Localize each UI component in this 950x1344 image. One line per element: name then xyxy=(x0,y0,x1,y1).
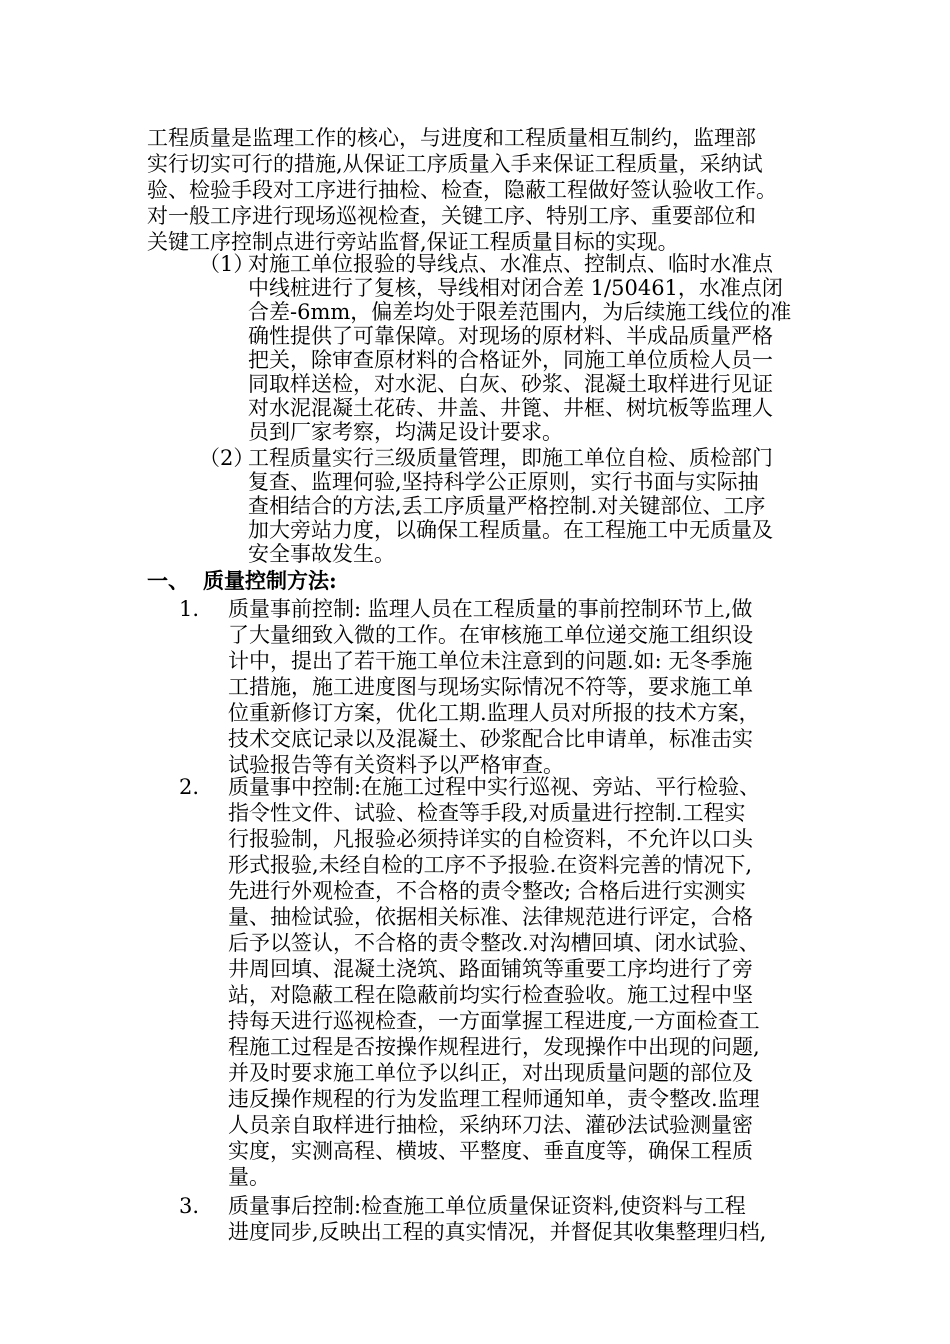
step-2-number: 2. xyxy=(179,775,200,799)
item-1-line-8: 员到厂家考察，均满足设计要求。 xyxy=(248,420,563,444)
step-3-number: 3. xyxy=(179,1194,200,1218)
step-1-line-2: 了大量细致入微的工作。在审核施工单位递交施工组织设 xyxy=(228,623,753,647)
step-2-line-12: 并及时要求施工单位予以纠正，对出现质量问题的部位及 xyxy=(228,1061,753,1085)
step-1-line-7: 试验报告等有关资料予以严格审查。 xyxy=(228,753,564,777)
step-1-line-3: 计中，提出了若干施工单位未注意到的问题.如: 无冬季施 xyxy=(228,649,753,673)
item-1-line-7: 对水泥混凝土花砖、井盖、井篦、井框、树坑板等监理人 xyxy=(248,396,773,420)
step-2-line-4: 形式报验,未经自检的工序不予报验.在资料完善的情况下, xyxy=(228,853,753,877)
step-2-line-1: 质量事中控制:在施工过程中实行巡视、旁站、平行检验、 xyxy=(228,775,761,799)
step-1-line-5: 位重新修订方案，优化工期.监理人员对所报的技术方案， xyxy=(228,701,760,725)
intro-line-3: 验、检验手段对工序进行抽检、检查，隐蔽工程做好签认验收工作。 xyxy=(147,178,777,202)
section-title: 质量控制方法: xyxy=(203,568,337,593)
intro-line-5: 关键工序控制点进行旁站监督,保证工程质量目标的实现。 xyxy=(147,230,679,254)
step-1-number: 1. xyxy=(179,597,200,621)
step-2-line-15: 实度，实测高程、横坡、平整度、垂直度等，确保工程质 xyxy=(228,1139,753,1163)
item-1-line-1: 对施工单位报验的导线点、水准点、控制点、临时水准点 xyxy=(248,252,773,276)
item-1-line-3: 合差-6mm，偏差均处于限差范围内，为后续施工线位的准 xyxy=(248,300,792,324)
step-3-line-2: 进度同步,反映出工程的真实情况，并督促其收集整理归档, xyxy=(228,1220,767,1244)
item-2-line-1: 工程质量实行三级质量管理，即施工单位自检、质检部门 xyxy=(248,446,773,470)
step-2-line-14: 人员亲自取样进行抽检，采纳环刀法、灌砂法试验测量密 xyxy=(228,1113,753,1137)
item-1-line-6: 同取样送检，对水泥、白灰、砂浆、混凝土取样进行见证 xyxy=(248,372,773,396)
step-2-line-11: 程施工过程是否按操作规程进行，发现操作中出现的问题, xyxy=(228,1035,760,1059)
item-2-line-3: 查相结合的方法,丢工序质量严格控制.对关键部位、工序 xyxy=(248,494,766,518)
item-2-marker: （2） xyxy=(199,446,255,470)
item-2-line-2: 复查、监理何验,坚持科学公正原则，实行书面与实际抽 xyxy=(248,470,759,494)
step-1-line-4: 工措施，施工进度图与现场实际情况不符等，要求施工单 xyxy=(228,675,753,699)
step-2-line-9: 站，对隐蔽工程在隐蔽前均实行检查验收。施工过程中坚 xyxy=(228,983,753,1007)
step-2-line-5: 先进行外观检查，不合格的责令整改; 合格后进行实测实 xyxy=(228,879,746,903)
step-2-line-8: 井周回填、混凝土浇筑、路面铺筑等重要工序均进行了旁 xyxy=(228,957,753,981)
item-2-line-4: 加大旁站力度，以确保工程质量。在工程施工中无质量及 xyxy=(248,518,773,542)
step-2-line-6: 量、抽检试验，依据相关标准、法律规范进行评定，合格 xyxy=(228,905,753,929)
step-1-line-6: 技术交底记录以及混凝土、砂浆配合比申请单，标准击实 xyxy=(228,727,753,751)
step-2-line-10: 持每天进行巡视检查，一方面掌握工程进度,一方面检查工 xyxy=(228,1009,760,1033)
step-2-line-13: 违反操作规程的行为发监理工程师通知单，责令整改.监理 xyxy=(228,1087,760,1111)
item-1-marker: （1） xyxy=(199,252,255,276)
item-2-line-5: 安全事故发生。 xyxy=(248,542,395,566)
step-1-line-1: 质量事前控制: 监理人员在工程质量的事前控制环节上,做 xyxy=(228,597,753,621)
step-2-line-2: 指令性文件、试验、检查等手段,对质量进行控制.工程实 xyxy=(228,801,746,825)
step-2-line-16: 量。 xyxy=(228,1165,270,1189)
section-number: 一、 xyxy=(147,568,189,593)
item-1-line-5: 把关，除审查原材料的合格证外，同施工单位质检人员一 xyxy=(248,348,773,372)
item-1-line-2: 中线桩进行了复核，导线相对闭合差 1/50461，水准点闭 xyxy=(248,276,783,300)
step-3-line-1: 质量事后控制:检查施工单位质量保证资料,使资料与工程 xyxy=(228,1194,746,1218)
intro-line-2: 实行切实可行的措施,从保证工序质量入手来保证工程质量，采纳试 xyxy=(147,152,763,176)
item-1-line-4: 确性提供了可靠保障。对现场的原材料、半成品质量严格 xyxy=(248,324,773,348)
step-2-line-7: 后予以签认，不合格的责令整改.对沟槽回填、闭水试验、 xyxy=(228,931,760,955)
intro-line-1: 工程质量是监理工作的核心，与进度和工程质量相互制约，监理部 xyxy=(147,126,756,150)
step-2-line-3: 行报验制，凡报验必须持详实的自检资料，不允许以口头 xyxy=(228,827,753,851)
intro-line-4: 对一般工序进行现场巡视检查，关键工序、特别工序、重要部位和 xyxy=(147,204,756,228)
